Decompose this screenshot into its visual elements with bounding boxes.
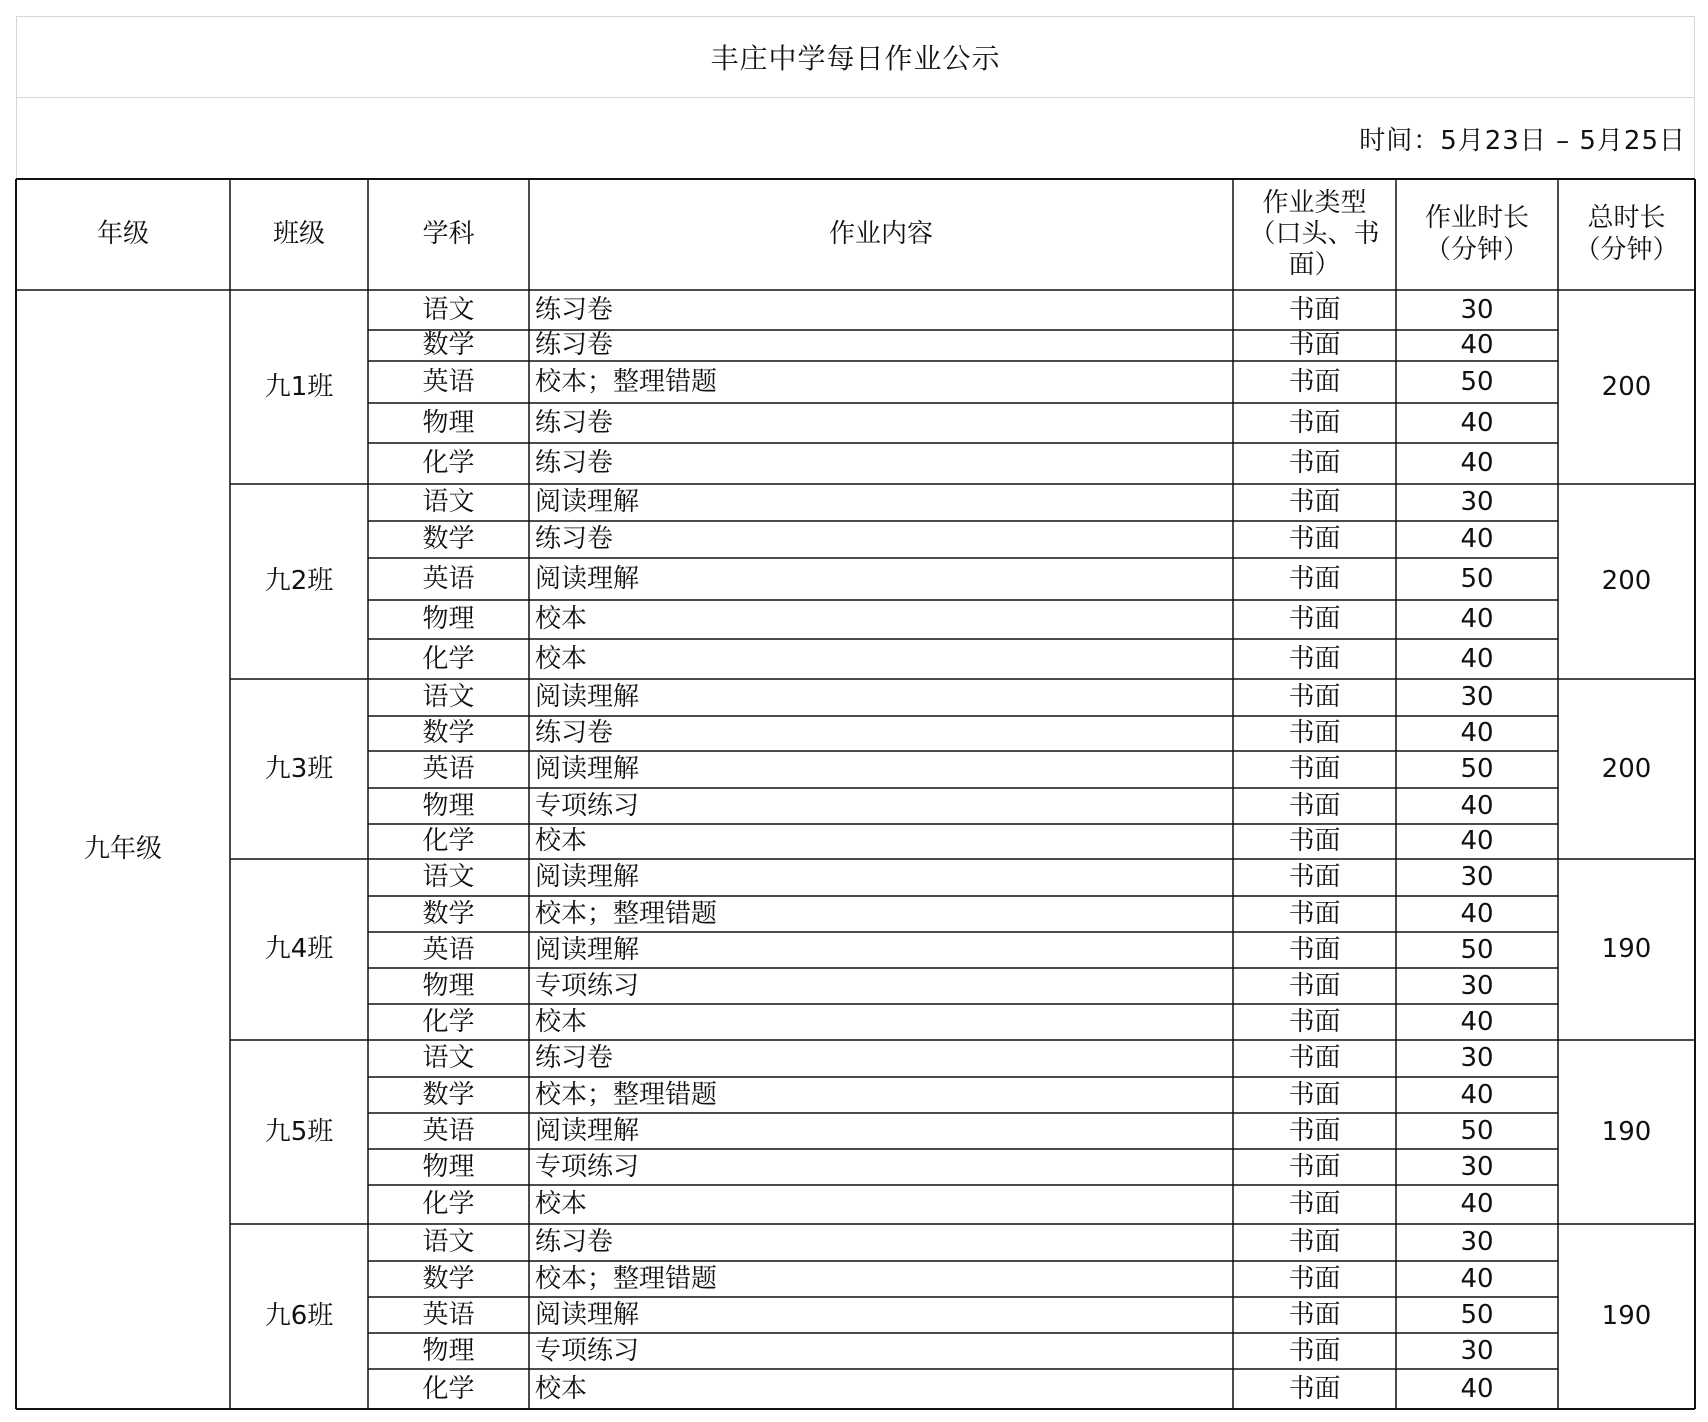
class-total-cell: 190: [1601, 1116, 1652, 1147]
minutes-cell: 50: [1460, 563, 1494, 594]
type-cell: 书面: [1288, 330, 1341, 361]
class-total-cell: 200: [1601, 371, 1652, 402]
subject-cell: 化学: [422, 1189, 475, 1220]
subject-cell: 物理: [422, 970, 475, 1001]
minutes-cell: 30: [1460, 682, 1494, 713]
subject-cell: 物理: [422, 790, 475, 821]
minutes-cell: 50: [1460, 934, 1494, 965]
class-total-cell: 190: [1601, 1301, 1652, 1332]
content-cell: 练习卷: [535, 330, 614, 361]
type-cell: 书面: [1288, 294, 1341, 325]
type-cell: 书面: [1288, 1043, 1341, 1074]
subject-cell: 英语: [422, 1299, 475, 1330]
date-range: 时间：5月23日 – 5月25日: [16, 98, 1695, 179]
header-duration: 作业时长（分钟）: [1424, 203, 1529, 265]
content-cell: 校本: [535, 1189, 588, 1220]
class-name-cell: 九3班: [264, 753, 334, 784]
minutes-cell: 40: [1460, 1079, 1494, 1110]
type-cell: 书面: [1288, 862, 1341, 893]
content-cell: 专项练习: [535, 1335, 640, 1366]
type-cell: 书面: [1288, 1115, 1341, 1146]
subject-cell: 化学: [422, 448, 475, 479]
class-total-cell: 200: [1601, 566, 1652, 597]
subject-cell: 数学: [422, 718, 475, 749]
type-cell: 书面: [1288, 1151, 1341, 1182]
type-cell: 书面: [1288, 487, 1341, 518]
minutes-cell: 40: [1460, 790, 1494, 821]
subject-cell: 语文: [422, 1227, 475, 1258]
content-cell: 练习卷: [535, 448, 614, 479]
content-cell: 阅读理解: [535, 1115, 640, 1146]
subject-cell: 语文: [422, 487, 475, 518]
minutes-cell: 50: [1460, 366, 1494, 397]
class-name-cell: 九2班: [264, 566, 334, 597]
header-type: 作业类型（口头、书面）: [1249, 187, 1380, 281]
subject-cell: 英语: [422, 563, 475, 594]
subject-cell: 化学: [422, 1006, 475, 1037]
content-cell: 阅读理解: [535, 487, 640, 518]
minutes-cell: 30: [1460, 1151, 1494, 1182]
content-cell: 阅读理解: [535, 682, 640, 713]
sheet-title: 丰庄中学每日作业公示: [16, 16, 1695, 98]
minutes-cell: 40: [1460, 524, 1494, 555]
class-total-cell: 190: [1601, 934, 1652, 965]
class-name-cell: 九1班: [264, 371, 334, 402]
subject-cell: 语文: [422, 682, 475, 713]
content-cell: 校本: [535, 826, 588, 857]
content-cell: 练习卷: [535, 718, 614, 749]
content-cell: 练习卷: [535, 1043, 614, 1074]
content-cell: 校本；整理错题: [535, 898, 718, 929]
minutes-cell: 40: [1460, 1373, 1494, 1404]
content-cell: 校本；整理错题: [535, 366, 718, 397]
minutes-cell: 40: [1460, 1006, 1494, 1037]
type-cell: 书面: [1288, 1263, 1341, 1294]
content-cell: 专项练习: [535, 970, 640, 1001]
type-cell: 书面: [1288, 790, 1341, 821]
header-class: 班级: [272, 218, 325, 249]
subject-cell: 英语: [422, 366, 475, 397]
subject-cell: 物理: [422, 604, 475, 635]
class-name-cell: 九6班: [264, 1301, 334, 1332]
minutes-cell: 30: [1460, 970, 1494, 1001]
subject-cell: 英语: [422, 934, 475, 965]
minutes-cell: 30: [1460, 487, 1494, 518]
subject-cell: 数学: [422, 330, 475, 361]
header-subject: 学科: [422, 218, 475, 249]
type-cell: 书面: [1288, 718, 1341, 749]
content-cell: 校本: [535, 643, 588, 674]
header-total: 总时长（分钟）: [1574, 203, 1679, 265]
subject-cell: 英语: [422, 754, 475, 785]
content-cell: 阅读理解: [535, 563, 640, 594]
content-cell: 校本: [535, 1006, 588, 1037]
content-cell: 练习卷: [535, 407, 614, 438]
minutes-cell: 30: [1460, 294, 1494, 325]
content-cell: 练习卷: [535, 294, 614, 325]
minutes-cell: 40: [1460, 898, 1494, 929]
subject-cell: 数学: [422, 1263, 475, 1294]
type-cell: 书面: [1288, 1373, 1341, 1404]
minutes-cell: 30: [1460, 1043, 1494, 1074]
class-total-cell: 200: [1601, 753, 1652, 784]
subject-cell: 数学: [422, 1079, 475, 1110]
content-cell: 练习卷: [535, 524, 614, 555]
content-cell: 校本: [535, 604, 588, 635]
subject-cell: 化学: [422, 826, 475, 857]
content-cell: 练习卷: [535, 1227, 614, 1258]
subject-cell: 物理: [422, 1335, 475, 1366]
subject-cell: 数学: [422, 524, 475, 555]
subject-cell: 物理: [422, 1151, 475, 1182]
type-cell: 书面: [1288, 934, 1341, 965]
type-cell: 书面: [1288, 604, 1341, 635]
minutes-cell: 30: [1460, 862, 1494, 893]
minutes-cell: 50: [1460, 1299, 1494, 1330]
content-cell: 阅读理解: [535, 754, 640, 785]
type-cell: 书面: [1288, 407, 1341, 438]
type-cell: 书面: [1288, 1079, 1341, 1110]
content-cell: 专项练习: [535, 790, 640, 821]
subject-cell: 语文: [422, 294, 475, 325]
type-cell: 书面: [1288, 366, 1341, 397]
subject-cell: 语文: [422, 862, 475, 893]
subject-cell: 英语: [422, 1115, 475, 1146]
type-cell: 书面: [1288, 1299, 1341, 1330]
header-content: 作业内容: [828, 218, 933, 249]
type-cell: 书面: [1288, 826, 1341, 857]
minutes-cell: 40: [1460, 718, 1494, 749]
type-cell: 书面: [1288, 1335, 1341, 1366]
minutes-cell: 40: [1460, 407, 1494, 438]
subject-cell: 语文: [422, 1043, 475, 1074]
class-name-cell: 九5班: [264, 1116, 334, 1147]
type-cell: 书面: [1288, 682, 1341, 713]
minutes-cell: 40: [1460, 448, 1494, 479]
content-cell: 阅读理解: [535, 1299, 640, 1330]
header-grade: 年级: [96, 218, 149, 249]
minutes-cell: 40: [1460, 330, 1494, 361]
content-cell: 校本: [535, 1373, 588, 1404]
type-cell: 书面: [1288, 1189, 1341, 1220]
grade-cell: 九年级: [83, 834, 162, 865]
type-cell: 书面: [1288, 524, 1341, 555]
minutes-cell: 40: [1460, 604, 1494, 635]
type-cell: 书面: [1288, 643, 1341, 674]
minutes-cell: 50: [1460, 754, 1494, 785]
subject-cell: 化学: [422, 643, 475, 674]
type-cell: 书面: [1288, 1006, 1341, 1037]
minutes-cell: 30: [1460, 1335, 1494, 1366]
type-cell: 书面: [1288, 754, 1341, 785]
minutes-cell: 50: [1460, 1115, 1494, 1146]
content-cell: 专项练习: [535, 1151, 640, 1182]
minutes-cell: 40: [1460, 643, 1494, 674]
subject-cell: 数学: [422, 898, 475, 929]
content-cell: 校本；整理错题: [535, 1263, 718, 1294]
subject-cell: 物理: [422, 407, 475, 438]
minutes-cell: 30: [1460, 1227, 1494, 1258]
content-cell: 校本；整理错题: [535, 1079, 718, 1110]
content-cell: 阅读理解: [535, 934, 640, 965]
type-cell: 书面: [1288, 970, 1341, 1001]
type-cell: 书面: [1288, 448, 1341, 479]
subject-cell: 化学: [422, 1373, 475, 1404]
type-cell: 书面: [1288, 1227, 1341, 1258]
class-name-cell: 九4班: [264, 934, 334, 965]
minutes-cell: 40: [1460, 1189, 1494, 1220]
type-cell: 书面: [1288, 898, 1341, 929]
minutes-cell: 40: [1460, 826, 1494, 857]
content-cell: 阅读理解: [535, 862, 640, 893]
minutes-cell: 40: [1460, 1263, 1494, 1294]
type-cell: 书面: [1288, 563, 1341, 594]
